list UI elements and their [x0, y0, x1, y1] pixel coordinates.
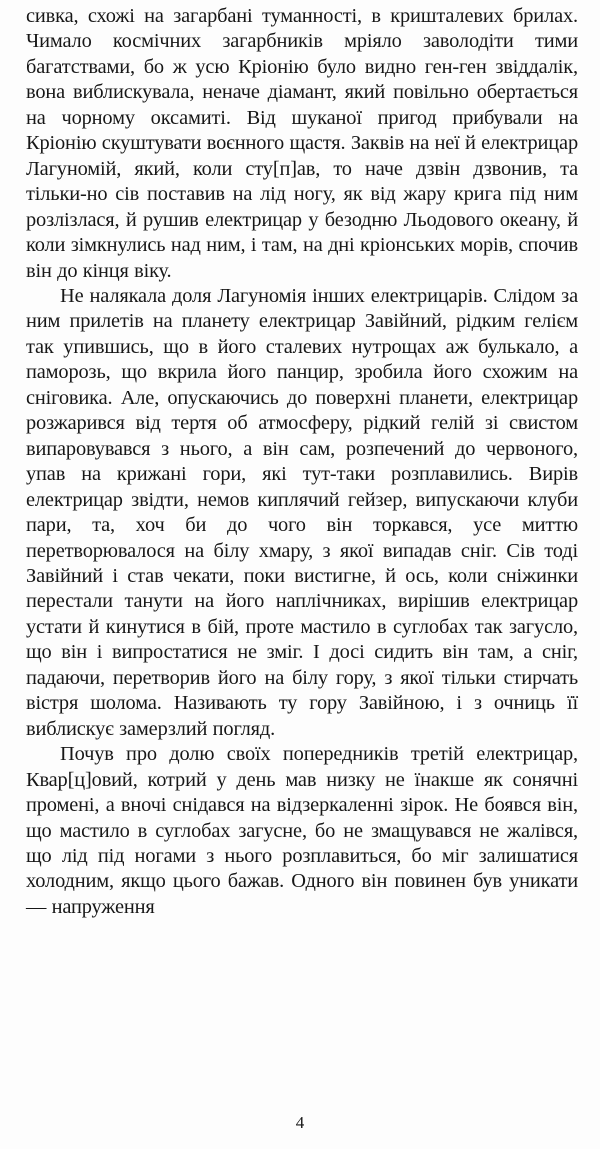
paragraph: Почув про долю своїх попередників третій електрицар, Квар[ц]овий, котрий у день мав низку не їнакше як сонячні промені, а вночі снідався на відзеркаленні зірок. Не боявся він, що мастило в суглобах загусне, бо не змащувався не жалівся, що лід під ногами з нього розплавиться, бо міг залишатися холодним, якщо цього бажав. Одного він повинен був уникати — напруження: [26, 743, 578, 918]
page-body: [26, 4, 578, 920]
paragraph: Не налякала доля Лагуномія інших електрицарів. Слідом за ним прилетів на планету електрицар Завійний, рідким гелієм так упившись, що в його сталевих нутрощах аж булькало, а паморозь, що вкрила його панцир, зробила його схожим на сніговика. Але, опускаючись до поверхні планети, електрицар розжарився від тертя об атмосферу, рідкий гелій зі свистом випаровувався з нього, а він сам, розпечений до червоного, упав на крижані гори, які тут-таки розплавились. Вирів електрицар звідти, немов киплячий гейзер, випускаючи клуби пари, та, хоч би до чого він торкався, усе миттю перетворювалося на білу хмару, з якої випадав сніг. Сів тоді Завійний і став чекати, поки вистигне, й ось, коли сніжинки перестали танути на його наплічниках, вирішив електрицар устати й кинутися в бій, проте мастило в суглобах так загусло, що він і випростатися не зміг. І досі сидить він там, а сніг, падаючи, перетворив його на білу гору, з якої тільки стирчать вістря шолома. Називають ту гору Завійною, і з очниць її виблискує замерзлий погляд.: [26, 284, 578, 740]
page-number: 4: [295, 1113, 305, 1132]
paragraph: сивка, схожі на загарбані туманності, в кришталевих брилах. Чимало космічних загарбників мріяло заволодіти тими багатствами, бо ж усю Кріонію було видно ген-ген звіддалік, вона виблискувала, неначе діамант, який повільно обертається на чорному оксамиті. Від шуканої пригод прибували на Кріонію скуштувати воєнного щастя. Заквів на неї й електрицар Лагуномій, який, коли сту[п]ав, то наче дзвін дзвонив, та тільки-но сів поставив на лід ногу, як від жару крига під ним розлізлася, й рушив електрицар у безодню Льодового океану, й коли зімкнулись над ним, і там, на дні кріонських морів, спочив він до кінця віку.: [26, 5, 578, 282]
